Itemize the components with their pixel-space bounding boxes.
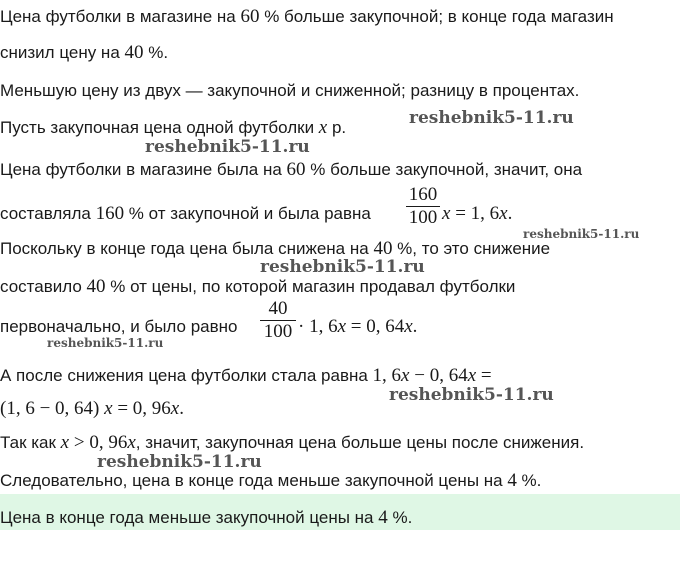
watermark: reshebnik5-11.ru — [409, 108, 574, 128]
watermark: reshebnik5-11.ru — [389, 385, 554, 405]
text-line-12: Так как x > 0, 96x, значит, закупочная цена больше цены после снижения. — [0, 432, 585, 453]
text-line-2: снизил цену на 40 %. — [0, 42, 169, 63]
fraction-denominator: 100 — [408, 207, 438, 228]
text-line-9: первоначально, и было равно — [0, 317, 238, 336]
fraction-denominator: 100 — [263, 321, 293, 342]
watermark: reshebnik5-11.ru — [260, 257, 425, 277]
text-line-11: (1, 6 − 0, 64) x = 0, 96x. — [0, 398, 184, 419]
fraction-numerator: 40 — [268, 298, 288, 319]
text-line-5: Цена футболки в магазине была на 60 % больше закупочной, значит, она — [0, 159, 583, 180]
fraction-40-100 — [260, 298, 296, 343]
text-line-13: Следовательно, цена в конце года меньше закупочной цены на 4 %. — [0, 470, 542, 491]
text-line-6: составляла 160 % от закупочной и была равна — [0, 203, 371, 224]
fraction-160-100 — [406, 184, 440, 229]
text-line-10: А после снижения цена футболки стала равна 1, 6x − 0, 64x = — [0, 365, 492, 386]
watermark: reshebnik5-11.ru — [97, 452, 262, 472]
text-line-1: Цена футболки в магазине на 60 % больше закупочной; в конце года магазин — [0, 6, 614, 27]
watermark: reshebnik5-11.ru — [523, 227, 640, 241]
text-line-3: Меньшую цену из двух — закупочной и сниженной; разницу в процентах. — [0, 81, 580, 100]
text-line-9-tail: · 1, 6x = 0, 64x. — [298, 316, 418, 337]
text-line-6-tail: x = 1, 6x. — [442, 203, 513, 224]
watermark: reshebnik5-11.ru — [47, 336, 164, 350]
text-line-8: составило 40 % от цены, по которой магазин продавал футболки — [0, 276, 516, 297]
fraction-numerator: 160 — [408, 184, 438, 205]
watermark: reshebnik5-11.ru — [145, 137, 310, 157]
answer-line: Цена в конце года меньше закупочной цены на 4 %. — [0, 507, 413, 528]
text-line-4: Пусть закупочная цена одной футболки x р. — [0, 117, 347, 138]
text-line-7: Поскольку в конце года цена была снижена на 40 %, то это снижение — [0, 238, 551, 259]
